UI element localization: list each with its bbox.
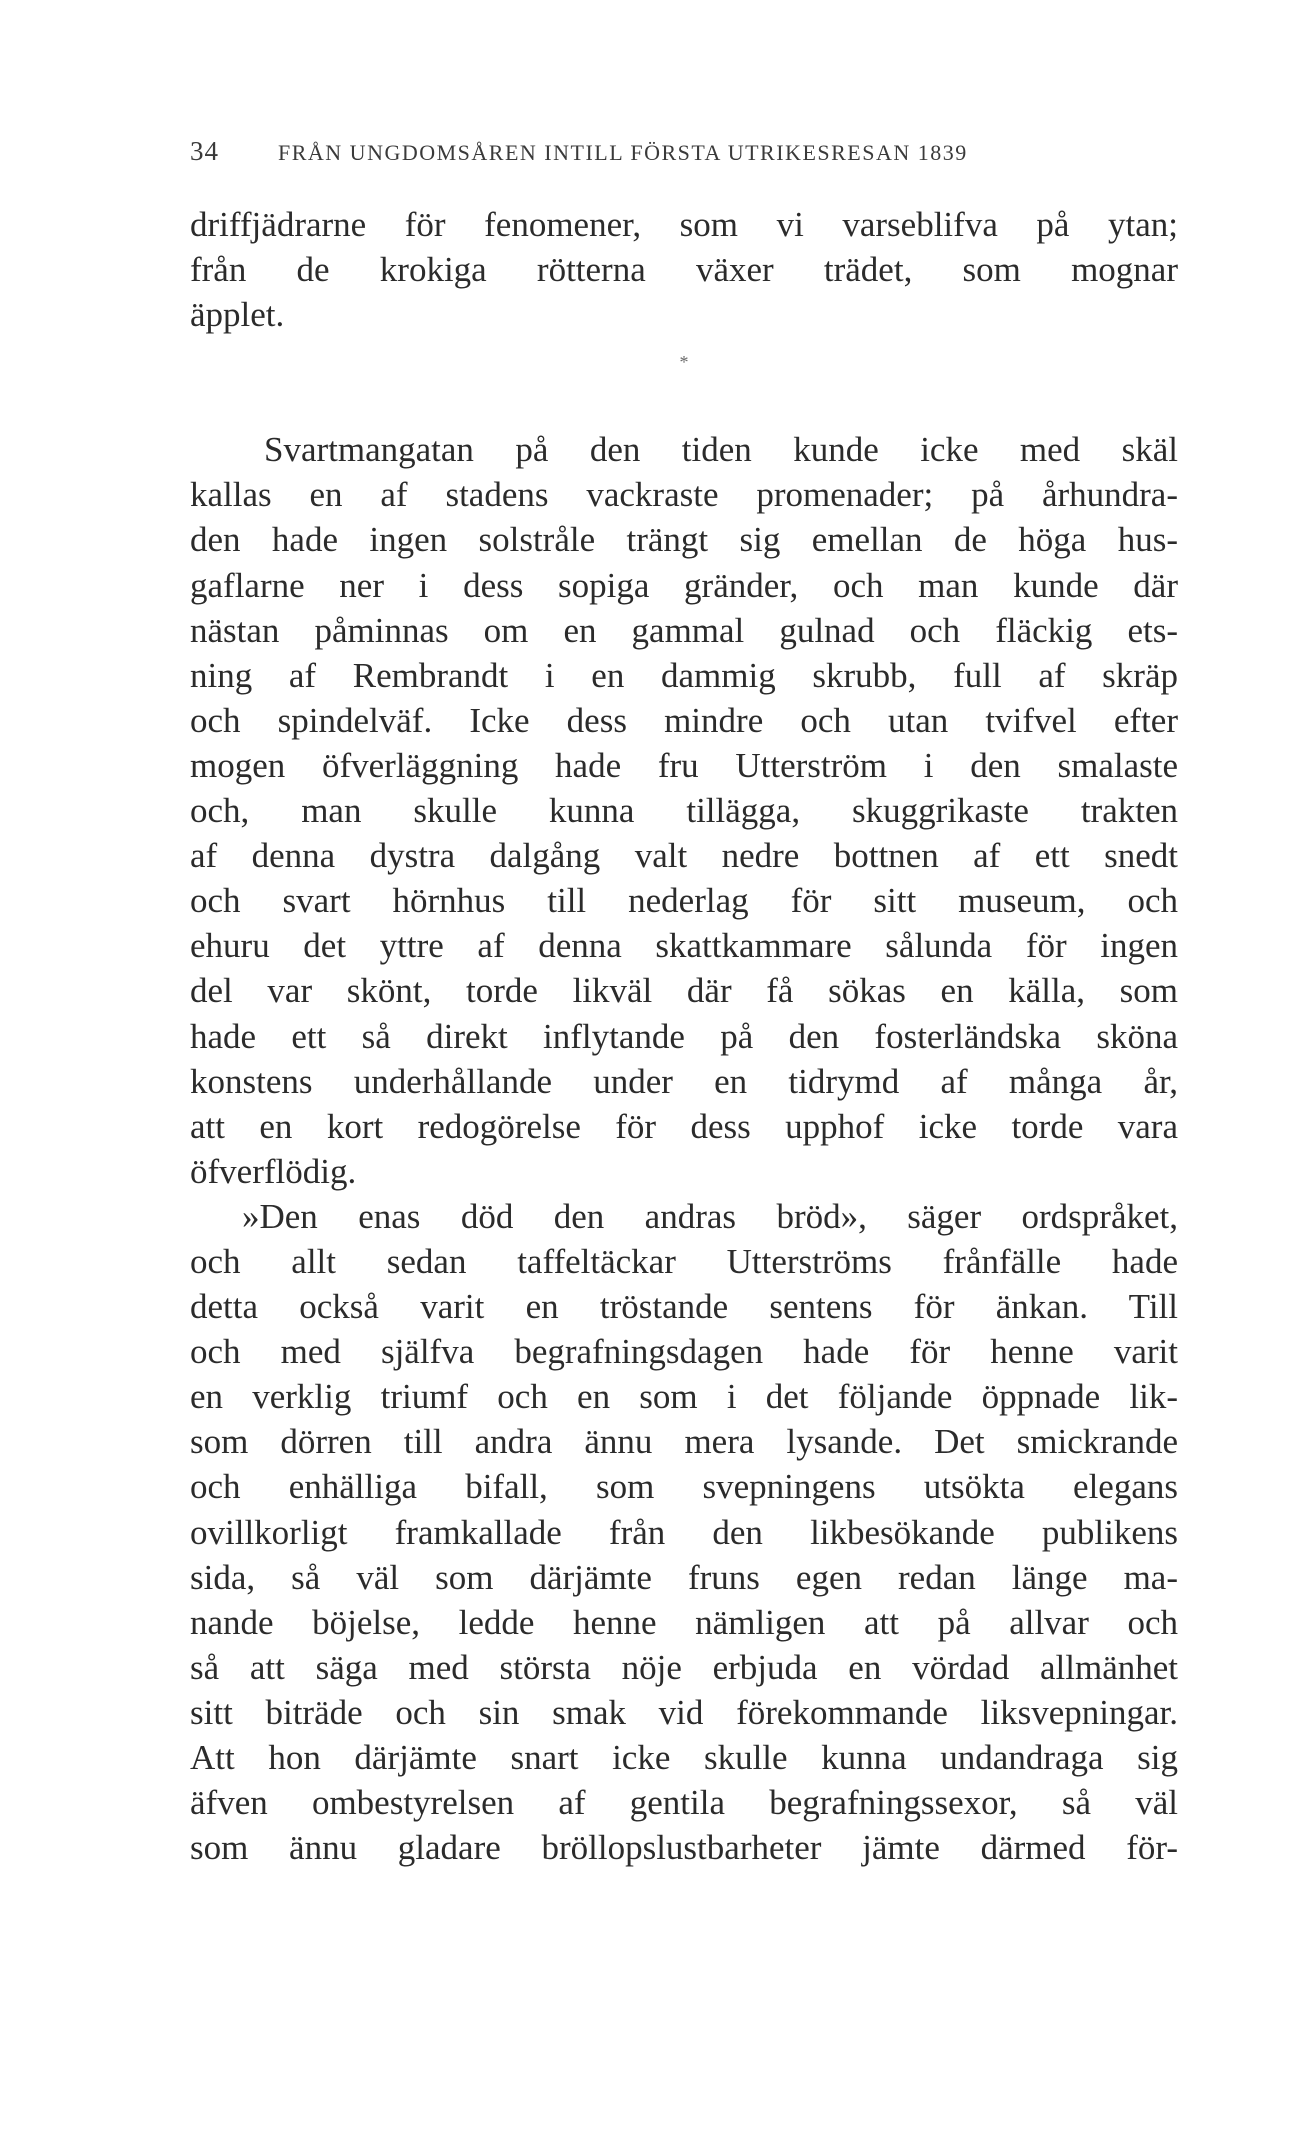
paragraph-2	[190, 427, 1178, 1194]
text-line: äfven ombestyrelsen af gentila begrafningssexor, så väl	[190, 1783, 1178, 1823]
text-line: Svartmangatan på den tiden kunde icke med skäl	[264, 430, 1178, 470]
text-line: ning af Rembrandt i en dammig skrubb, full af skräp	[190, 655, 1178, 695]
body-text	[190, 202, 1178, 1870]
text-line: som ännu gladare bröllopslustbarheter jämte därmed för-	[190, 1828, 1178, 1868]
paragraph-1	[190, 202, 1178, 337]
paragraph-3	[190, 1194, 1178, 1870]
text-line: gaflarne ner i dess sopiga gränder, och man kunde där	[190, 565, 1178, 605]
text-line: hade ett så direkt inflytande på den fosterländska sköna	[190, 1016, 1178, 1056]
text-line: som dörren till andra ännu mera lysande. Det smickrande	[190, 1422, 1178, 1462]
text-line: af denna dystra dalgång valt nedre bottnen af ett snedt	[190, 836, 1178, 876]
text-line: detta också varit en tröstande sentens för änkan. Till	[190, 1287, 1178, 1327]
text-line: den hade ingen solstråle trängt sig emellan de höga hus-	[190, 520, 1178, 560]
text-line: och spindelväf. Icke dess mindre och utan tvifvel efter	[190, 700, 1178, 740]
text-line: driffjädrarne för fenomener, som vi varseblifva på ytan;	[190, 205, 1178, 244]
text-line: äpplet.	[190, 295, 285, 335]
text-line: en verklig triumf och en som i det följande öppnade lik-	[190, 1377, 1178, 1417]
section-separator: *	[679, 352, 689, 373]
text-line: så att säga med största nöje erbjuda en vördad allmänhet	[190, 1647, 1178, 1687]
page-number: 34	[190, 136, 219, 166]
text-line: öfverflödig.	[190, 1151, 357, 1191]
text-line: sitt biträde och sin smak vid förekommande liksvepningar.	[190, 1692, 1178, 1732]
running-header	[190, 136, 1182, 172]
text-line: del var skönt, torde likväl där få sökas en källa, som	[190, 971, 1178, 1011]
text-line: ehuru det yttre af denna skattkammare sålunda för ingen	[190, 926, 1178, 966]
text-line: och svart hörnhus till nederlag för sitt museum, och	[190, 881, 1178, 921]
text-line: och enhälliga bifall, som svepningens utsökta elegans	[190, 1467, 1178, 1507]
text-line: konstens underhållande under en tidrymd af många år,	[190, 1061, 1178, 1101]
text-line: från de krokiga rötterna växer trädet, som mognar	[190, 250, 1178, 290]
text-line: »Den enas död den andras bröd», säger ordspråket,	[242, 1196, 1178, 1236]
running-title: FRÅN UNGDOMSÅREN INTILL FÖRSTA UTRIKESRESAN 1839	[278, 140, 968, 165]
text-line: nande böjelse, ledde henne nämligen att på allvar och	[190, 1602, 1178, 1642]
text-line: mogen öfverläggning hade fru Utterström i den smalaste	[190, 745, 1178, 785]
text-line: och allt sedan taffeltäckar Utterströms frånfälle hade	[190, 1241, 1178, 1281]
text-line: nästan påminnas om en gammal gulnad och fläckig ets-	[190, 610, 1178, 650]
text-line: att en kort redogörelse för dess upphof icke torde vara	[190, 1106, 1178, 1146]
text-line: ovillkorligt framkallade från den likbesökande publikens	[190, 1512, 1178, 1552]
text-line: Att hon därjämte snart icke skulle kunna undandraga sig	[190, 1738, 1178, 1777]
text-line: och med själfva begrafningsdagen hade för henne varit	[190, 1332, 1178, 1372]
text-line: kallas en af stadens vackraste promenader; på århundra-	[190, 475, 1178, 515]
text-line: och, man skulle kunna tillägga, skuggrikaste trakten	[190, 791, 1178, 831]
text-line: sida, så väl som därjämte fruns egen redan länge ma-	[190, 1557, 1178, 1597]
